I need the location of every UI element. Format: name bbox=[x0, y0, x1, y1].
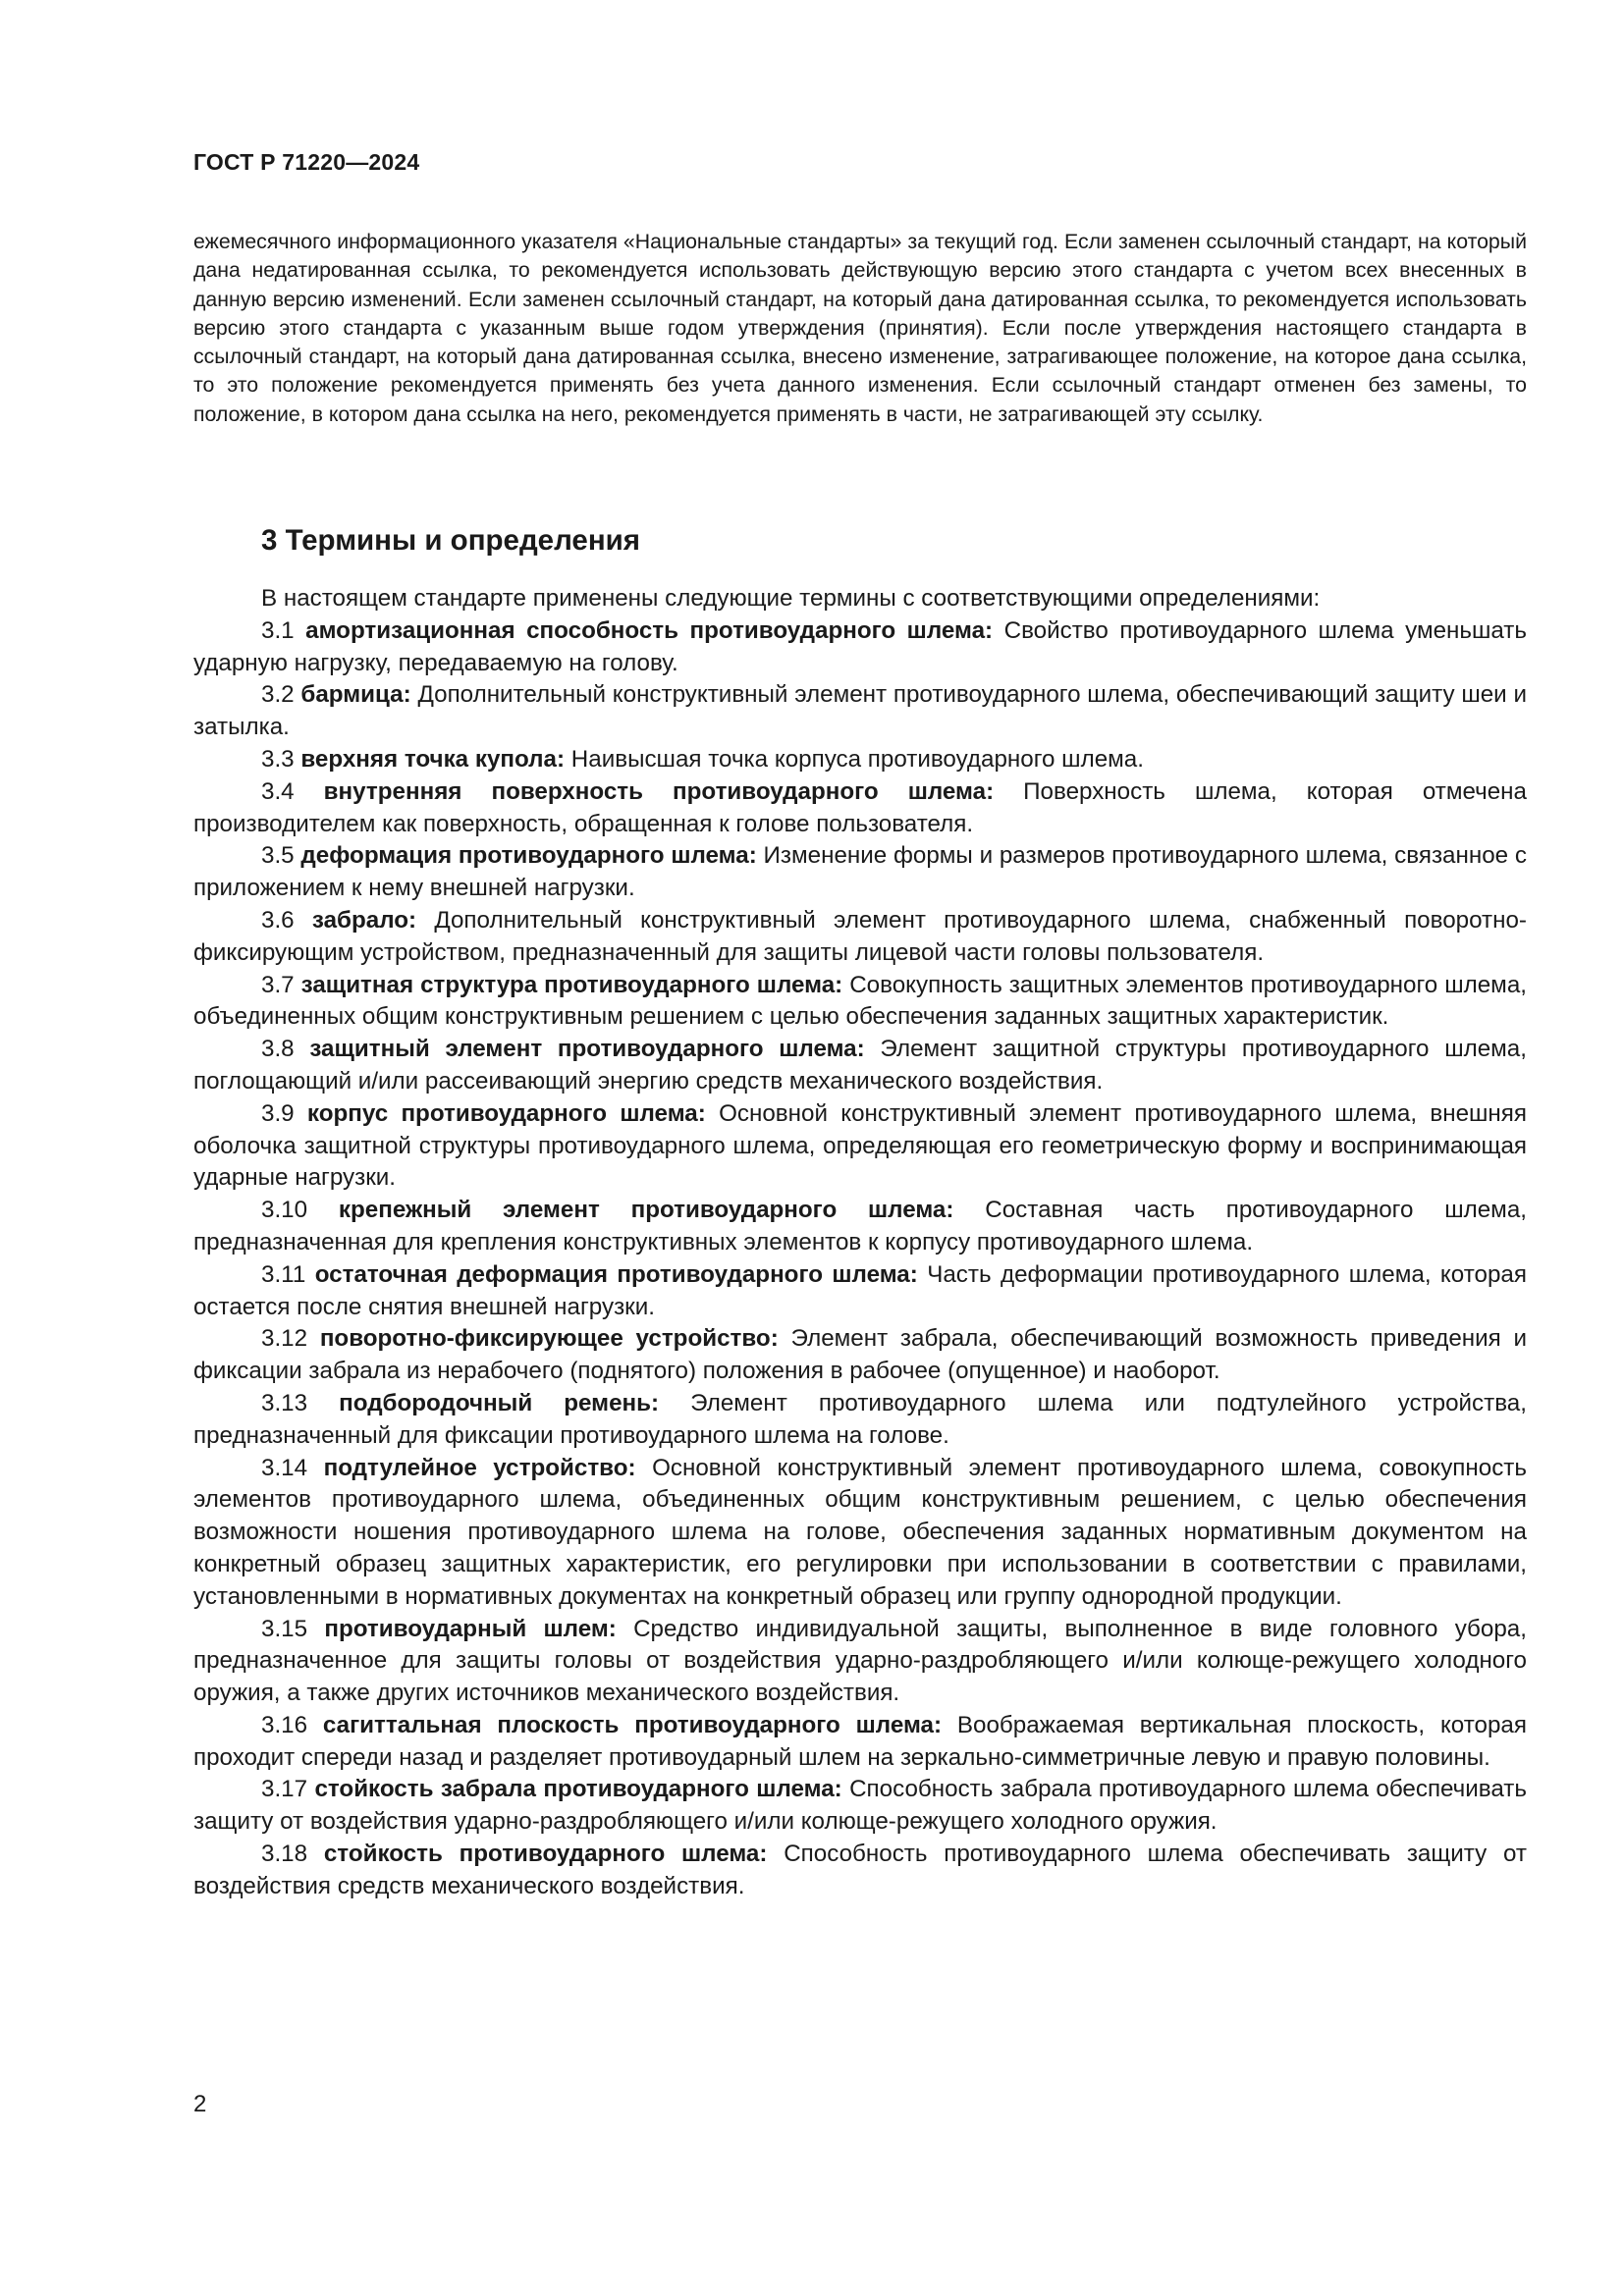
term-entry bbox=[193, 744, 1527, 776]
term-name: защитная структура противоударного шлема: bbox=[300, 971, 843, 998]
term-name: корпус противоударного шлема: bbox=[306, 1099, 706, 1127]
term-number: 3.16 bbox=[261, 1711, 308, 1738]
term-entry bbox=[193, 1388, 1527, 1453]
term-name: сагиттальная плоскость противоударного шлема: bbox=[322, 1711, 943, 1738]
term-definition: Элемент забрала, обеспечивающий возможность приведения и фиксации забрала из нерабочего (поднятого) положения в рабочее (опущенное) и наоборот. bbox=[193, 1325, 1527, 1385]
term-number: 3.5 bbox=[261, 842, 295, 870]
term-name: противоударный шлем: bbox=[324, 1615, 617, 1642]
term-entry bbox=[193, 1323, 1527, 1388]
term-definition: Основной конструктивный элемент противоударного шлема, внешняя оболочка защитной структуры противоударного шлема, определяющая его геометрическую форму и воспринимающая ударные нагрузки. bbox=[193, 1099, 1527, 1192]
term-entry bbox=[193, 970, 1527, 1035]
term-entry bbox=[193, 1259, 1527, 1324]
term-number: 3.3 bbox=[261, 745, 295, 773]
term-definition: Элемент защитной структуры противоударного шлема, поглощающий и/или рассеивающий энергию средств механического воздействия. bbox=[193, 1036, 1527, 1095]
term-definition: Средство индивидуальной защиты, выполненное в виде головного убора, предназначенное для защиты головы от воздействия ударно-раздробляющего и/или колюще-режущего холодного оружия, а также других источников механического воздействия. bbox=[193, 1615, 1527, 1707]
term-entry bbox=[193, 1774, 1527, 1839]
term-definition: Способность забрала противоударного шлема обеспечивать защиту от воздействия ударно-раздробляющего и/или колюще-режущего холодного оружия. bbox=[193, 1776, 1527, 1836]
term-entry bbox=[193, 1098, 1527, 1195]
document-header: ГОСТ Р 71220—2024 bbox=[193, 149, 420, 175]
term-name: забрало: bbox=[311, 906, 417, 934]
term-number: 3.11 bbox=[261, 1260, 306, 1288]
term-definition: Основной конструктивный элемент противоударного шлема, совокупность элементов противоударного шлема, объединенных общим конструктивным решением, с целью обеспечения возможности ношения противоударного шлема на голове, обеспечения заданных нормативным документом на конкретный образец защитных характеристик, его регулировки при использовании в соответствии с правилами, установленными в нормативных документах на конкретный образец или группу однородной продукции. bbox=[193, 1454, 1527, 1610]
term-definition: Составная часть противоударного шлема, предназначенная для крепления конструктивных элементов к корпусу противоударного шлема. bbox=[193, 1197, 1527, 1255]
term-entry bbox=[193, 1195, 1527, 1259]
term-definition: Совокупность защитных элементов противоударного шлема, объединенных общим конструктивным решением с целью обеспечения заданных защитных характеристик. bbox=[193, 971, 1527, 1031]
term-definition: Свойство противоударного шлема уменьшать ударную нагрузку, передаваемую на голову. bbox=[193, 616, 1527, 676]
term-name: стойкость противоударного шлема: bbox=[323, 1841, 768, 1868]
term-number: 3.9 bbox=[261, 1099, 295, 1127]
term-entry bbox=[193, 1839, 1527, 1903]
term-entry bbox=[193, 840, 1527, 905]
term-definition: Дополнительный конструктивный элемент противоударного шлема, обеспечивающий защиту шеи и затылка. bbox=[193, 681, 1527, 741]
term-definition: Воображаемая вертикальная плоскость, которая проходит спереди назад и разделяет противоударный шлем на зеркально-симметричные левую и правую половины. bbox=[193, 1711, 1527, 1771]
term-number: 3.15 bbox=[261, 1615, 308, 1642]
term-name: амортизационная способность противоударного шлема: bbox=[305, 616, 994, 644]
term-entry bbox=[193, 1034, 1527, 1098]
intro-paragraph: ежемесячного информационного указателя «Национальные стандарты» за текущий год. Если заменен ссылочный стандарт, на который дана недатированная ссылка, то рекомендуется использовать действующую версию этого стандарта с учетом всех внесенных в данную версию изменений. Если заменен ссылочный стандарт, на который дана датированная ссылка, то рекомендуется использовать версию этого стандарта с указанным выше годом утверждения (принятия). Если после утверждения настоящего стандарта в ссылочный стандарт, на который дана датированная ссылка, внесено изменение, затрагивающее положение, на которое дана ссылка, то это положение рекомендуется применять без учета данного изменения. Если ссылочный стандарт отменен без замены, то положение, в котором дана ссылка на него, рекомендуется применять в части, не затрагивающей эту ссылку. bbox=[193, 230, 1527, 426]
term-name: деформация противоударного шлема: bbox=[300, 842, 757, 870]
terms-container bbox=[193, 615, 1527, 1903]
term-entry bbox=[193, 615, 1527, 680]
term-name: поворотно-фиксирующее устройство: bbox=[319, 1325, 779, 1353]
term-definition: Поверхность шлема, которая отмечена производителем как поверхность, обращенная к голове пользователя. bbox=[193, 777, 1527, 837]
term-definition: Дополнительный конструктивный элемент противоударного шлема, снабженный поворотно-фиксирующим устройством, предназначенный для защиты лицевой части головы пользователя. bbox=[193, 906, 1527, 966]
term-number: 3.12 bbox=[261, 1325, 308, 1353]
term-number: 3.13 bbox=[261, 1389, 308, 1416]
term-number: 3.8 bbox=[261, 1036, 295, 1063]
term-name: крепежный элемент противоударного шлема: bbox=[338, 1197, 954, 1224]
section-lead: В настоящем стандарте применены следующие термины с соответствующими определениями: bbox=[261, 585, 1321, 612]
term-name: верхняя точка купола: bbox=[300, 745, 566, 773]
term-definition: Элемент противоударного шлема или подтулейного устройства, предназначенный для фиксации противоударного шлема на голове. bbox=[193, 1389, 1527, 1449]
term-name: бармица: bbox=[300, 681, 411, 709]
term-number: 3.2 bbox=[261, 681, 295, 709]
page-number: 2 bbox=[193, 2091, 207, 2117]
term-number: 3.10 bbox=[261, 1197, 308, 1224]
term-entry bbox=[193, 776, 1527, 841]
term-name: внутренняя поверхность противоударного шлема: bbox=[323, 777, 995, 805]
term-entry bbox=[193, 1710, 1527, 1775]
term-name: стойкость забрала противоударного шлема: bbox=[314, 1776, 842, 1803]
term-number: 3.4 bbox=[261, 777, 295, 805]
term-definition: Изменение формы и размеров противоударного шлема, связанное с приложением к нему внешней нагрузки. bbox=[193, 842, 1527, 902]
term-entry bbox=[193, 905, 1527, 970]
term-entry bbox=[193, 1614, 1527, 1710]
terms-list bbox=[193, 583, 1527, 1903]
term-number: 3.17 bbox=[261, 1776, 308, 1803]
term-number: 3.1 bbox=[261, 616, 295, 644]
term-entry bbox=[193, 679, 1527, 744]
term-name: подтулейное устройство: bbox=[323, 1454, 636, 1481]
term-number: 3.14 bbox=[261, 1454, 308, 1481]
term-entry bbox=[193, 1453, 1527, 1614]
term-number: 3.6 bbox=[261, 906, 295, 934]
term-name: защитный элемент противоударного шлема: bbox=[309, 1036, 865, 1063]
term-definition: Наивысшая точка корпуса противоударного шлема. bbox=[570, 745, 1144, 773]
term-definition: Часть деформации противоударного шлема, которая остается после снятия внешней нагрузки. bbox=[193, 1260, 1527, 1320]
section-heading: 3 Термины и определения bbox=[261, 524, 641, 557]
term-number: 3.18 bbox=[261, 1841, 308, 1868]
term-name: остаточная деформация противоударного шлема: bbox=[314, 1260, 918, 1288]
term-definition: Способность противоударного шлема обеспечивать защиту от воздействия средств механического воздействия. bbox=[193, 1841, 1527, 1899]
term-name: подбородочный ремень: bbox=[339, 1389, 660, 1416]
term-number: 3.7 bbox=[261, 971, 295, 998]
